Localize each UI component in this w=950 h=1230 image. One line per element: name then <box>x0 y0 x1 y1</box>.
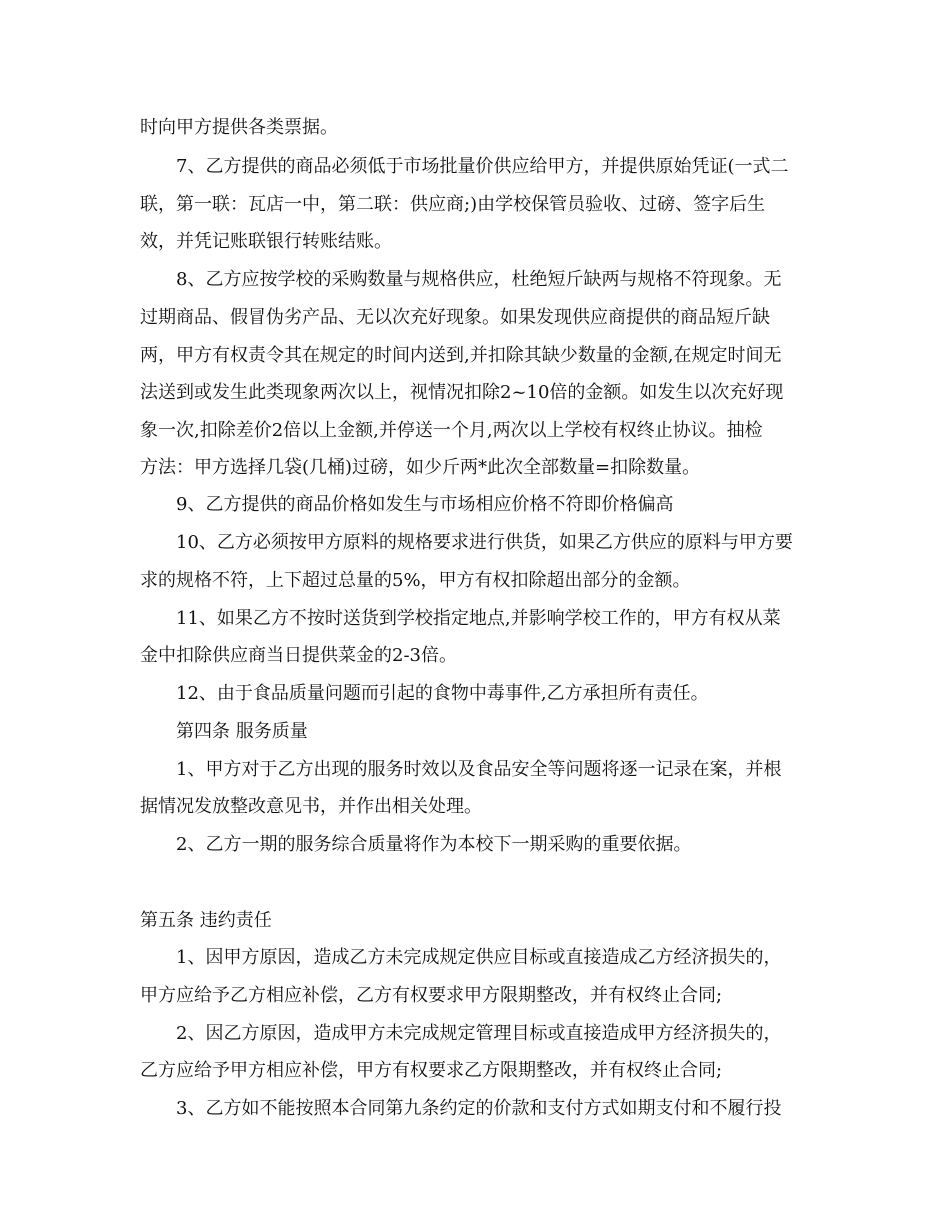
text-line: 过期商品、假冒伪劣产品、无以次充好现象。如果发现供应商提供的商品短斤缺 <box>140 307 770 328</box>
text-line: 10、乙方必须按甲方原料的规格要求进行供货，如果乙方供应的原料与甲方要 <box>176 532 793 553</box>
text-line: 乙方应给予甲方相应补偿，甲方有权要求乙方限期整改，并有权终止合同; <box>140 1060 723 1081</box>
text-line: 11、如果乙方不按时送货到学校指定地点,并影响学校工作的，甲方有权从菜 <box>176 608 781 629</box>
text-line: 据情况发放整改意见书，并作出相关处理。 <box>140 796 482 817</box>
text-line: 象一次,扣除差价2倍以上金额,并停送一个月,两次以上学校有权终止协议。抽检 <box>140 420 763 441</box>
text-line: 时向甲方提供各类票据。 <box>140 117 338 138</box>
text-line: 1、因甲方原因，造成乙方未完成规定供应目标或直接造成乙方经济损失的， <box>176 947 782 968</box>
section-heading: 第四条 服务质量 <box>176 721 308 742</box>
text-line: 12、由于食品质量问题而引起的食物中毒事件,乙方承担所有责任。 <box>176 683 709 704</box>
text-line: 两，甲方有权责令其在规定的时间内送到,并扣除其缺少数量的金额,在规定时间无 <box>140 345 782 366</box>
text-line: 甲方应给予乙方相应补偿，乙方有权要求甲方限期整改，并有权终止合同; <box>140 985 723 1006</box>
text-line: 金中扣除供应商当日提供菜金的2-3倍。 <box>140 645 457 666</box>
text-line: 8、乙方应按学校的采购数量与规格供应，杜绝短斤缺两与规格不符现象。无 <box>176 269 782 290</box>
text-line: 效，并凭记账联银行转账结账。 <box>140 231 392 252</box>
text-line: 法送到或发生此类现象两次以上，视情况扣除2~10倍的金额。如发生以次充好现 <box>140 382 784 403</box>
text-line: 3、乙方如不能按照本合同第九条约定的价款和支付方式如期支付和不履行投 <box>176 1098 782 1119</box>
text-line: 7、乙方提供的商品必须低于市场批量价供应给甲方，并提供原始凭证(一式二 <box>176 156 789 177</box>
text-line: 2、因乙方原因，造成甲方未完成规定管理目标或直接造成甲方经济损失的， <box>176 1023 782 1044</box>
text-line: 9、乙方提供的商品价格如发生与市场相应价格不符即价格偏高 <box>176 494 674 515</box>
text-line: 1、甲方对于乙方出现的服务时效以及食品安全等问题将逐一记录在案，并根 <box>176 759 782 780</box>
text-line: 联，第一联：瓦店一中，第二联：供应商;)由学校保管员验收、过磅、签字后生 <box>140 194 766 215</box>
text-line: 方法：甲方选择几袋(几桶)过磅，如少斤两*此次全部数量=扣除数量。 <box>140 457 701 478</box>
section-heading: 第五条 违约责任 <box>140 910 272 931</box>
text-line: 2、乙方一期的服务综合质量将作为本校下一期采购的重要依据。 <box>176 834 692 855</box>
text-line: 求的规格不符，上下超过总量的5%，甲方有权扣除超出部分的金额。 <box>140 570 691 591</box>
